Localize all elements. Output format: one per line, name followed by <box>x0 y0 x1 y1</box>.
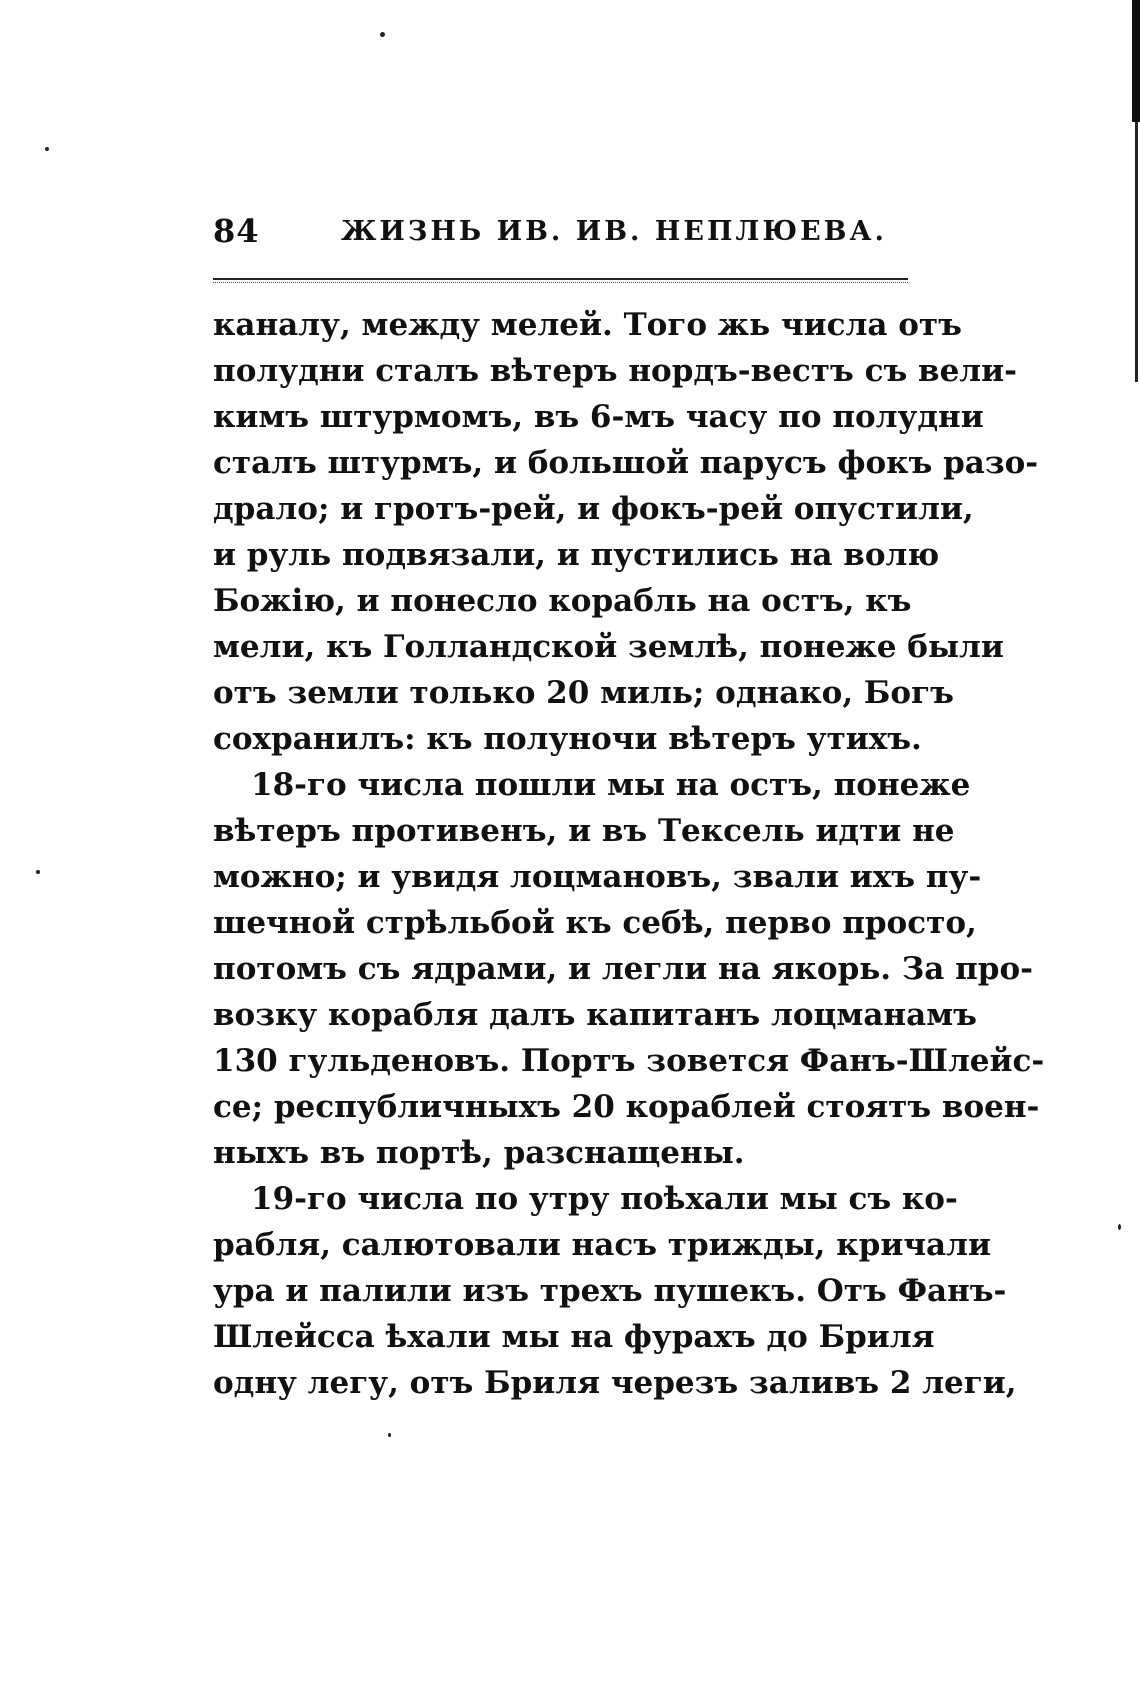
text-line: мели, къ Голландской землѣ, понеже были <box>213 629 1004 665</box>
text-line: драло; и гротъ-рей, и фокъ-рей опустили, <box>213 491 974 527</box>
text-line: сохранилъ: къ полуночи вѣтеръ утихъ. <box>213 721 922 757</box>
text-line: кимъ штурмомъ, въ 6-мъ часу по полудни <box>213 399 984 435</box>
scan-speck <box>45 147 49 151</box>
text-line: сталъ штурмъ, и большой парусъ фокъ разо- <box>213 445 1039 481</box>
body-text <box>213 302 1045 1406</box>
text-line: рабля, салютовали насъ трижды, кричали <box>213 1227 991 1263</box>
text-line: 130 гульденовъ. Портъ зовется Фанъ-Шлейс- <box>213 1043 1045 1079</box>
text-line: шечной стрѣльбой къ себѣ, перво просто, <box>213 905 977 941</box>
text-line: и руль подвязали, и пустились на волю <box>213 537 940 573</box>
text-line: Шлейсса ѣхали мы на фурахъ до Бриля <box>213 1319 935 1355</box>
scan-speck <box>388 1433 391 1437</box>
scan-page-edge <box>1132 0 1140 122</box>
scan-speck <box>1118 1224 1121 1230</box>
text-line: ура и палили изъ трехъ пушекъ. Отъ Фанъ- <box>213 1273 1007 1309</box>
text-line: Божію, и понесло корабль на остъ, къ <box>213 583 912 619</box>
header-rule <box>213 278 908 280</box>
running-head <box>213 212 908 260</box>
text-line: вѣтеръ противенъ, и въ Тексель идти не <box>213 813 955 849</box>
text-line: полудни сталъ вѣтеръ нордъ-вестъ съ вели- <box>213 353 1018 389</box>
text-line: отъ земли только 20 миль; однако, Богъ <box>213 675 954 711</box>
text-line: одну легу, отъ Бриля черезъ заливъ 2 леги, <box>213 1365 1017 1401</box>
running-title: ЖИЗНЬ ИВ. ИВ. НЕПЛЮЕВА. <box>341 216 887 247</box>
scan-page-edge-thin <box>1135 122 1138 382</box>
header-rule-dotted <box>213 282 908 283</box>
page-number: 84 <box>213 212 260 250</box>
text-line: потомъ съ ядрами, и легли на якорь. За про- <box>213 951 1034 987</box>
text-line: возку корабля далъ капитанъ лоцманамъ <box>213 997 977 1033</box>
text-line: ныхъ въ портѣ, разснащены. <box>213 1135 745 1171</box>
text-line: се; республичныхъ 20 кораблей стоятъ воен- <box>213 1089 1040 1125</box>
text-line: каналу, между мелей. Того жь числа отъ <box>213 307 962 343</box>
scan-speck <box>36 870 40 874</box>
text-line: 18-го числа пошли мы на остъ, понеже <box>251 767 971 803</box>
text-line: 19-го числа по утру поѣхали мы съ ко- <box>251 1181 958 1217</box>
scan-speck <box>380 32 385 37</box>
text-line: можно; и увидя лоцмановъ, звали ихъ пу- <box>213 859 982 895</box>
